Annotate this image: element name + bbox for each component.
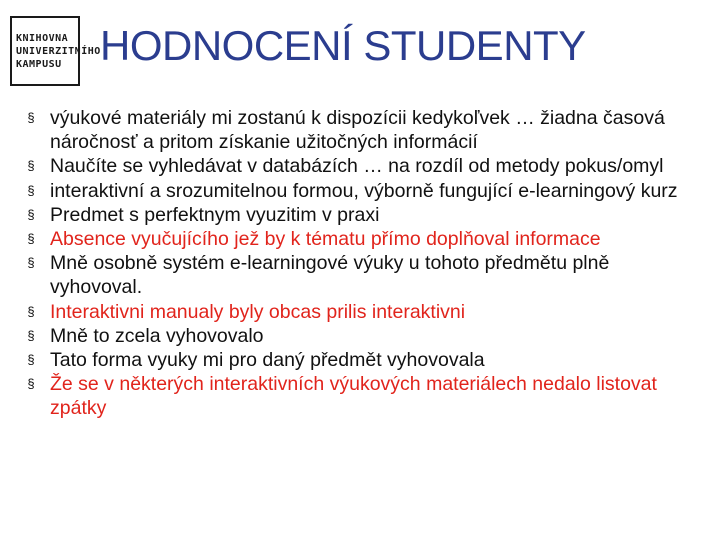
bullet-icon: § [27,376,35,392]
list-item-text: Naučíte se vyhledávat v databázích … na rozdíl od metody pokus/omyl [50,155,664,178]
list-item [22,251,702,299]
bullet-icon: § [27,230,35,246]
bullet-icon: § [27,351,35,367]
list-item [22,179,702,203]
bullet-icon: § [27,206,35,222]
bullet-icon: § [27,182,35,198]
list-item [22,203,702,227]
library-logo [10,16,101,86]
logo-line-3: KAMPUSU [16,58,62,70]
logo-line-1: KNIHOVNA [16,32,69,44]
list-item-text: interaktivní a srozumitelnou formou, výborně fungující e-learningový kurz [50,179,678,202]
bullet-icon: § [27,303,35,319]
list-item-text: Že se v některých interaktivních výukových materiálech nedalo listovat zpátky [50,373,657,420]
list-item-text: výukové materiály mi zostanú k dispozícii kedykoľvek … žiadna časová náročnosť a pritom získanie užitočných informácií [50,107,665,154]
bullet-list [22,106,702,421]
list-item-text: Mně osobně systém e-learningové výuky u tohoto předmětu plně vyhovoval. [50,252,610,299]
bullet-icon: § [27,109,35,125]
list-item [22,324,702,348]
slide-header [0,0,720,94]
list-item-text: Mně to zcela vyhovovalo [50,324,264,347]
list-item-highlighted [22,300,702,324]
bullet-icon: § [27,327,35,343]
list-item-text: Tato forma vyuky mi pro daný předmět vyhovovala [50,349,485,372]
logo-line-2: UNIVERZITNÍHO [16,45,101,57]
bullet-icon: § [27,158,35,174]
list-item-text: Predmet s perfektnym vyuzitim v praxi [50,203,380,226]
list-item-highlighted [22,372,702,420]
slide-title: HODNOCENÍ STUDENTY [100,22,586,69]
list-item-text: Absence vyučujícího jež by k tématu přímo doplňoval informace [50,228,601,251]
list-item-highlighted [22,227,702,251]
list-item-text: Interaktivni manualy byly obcas prilis interaktivni [50,300,466,323]
bullet-icon: § [27,255,35,271]
list-item [22,348,702,372]
list-item [22,106,702,154]
list-item [22,154,702,178]
